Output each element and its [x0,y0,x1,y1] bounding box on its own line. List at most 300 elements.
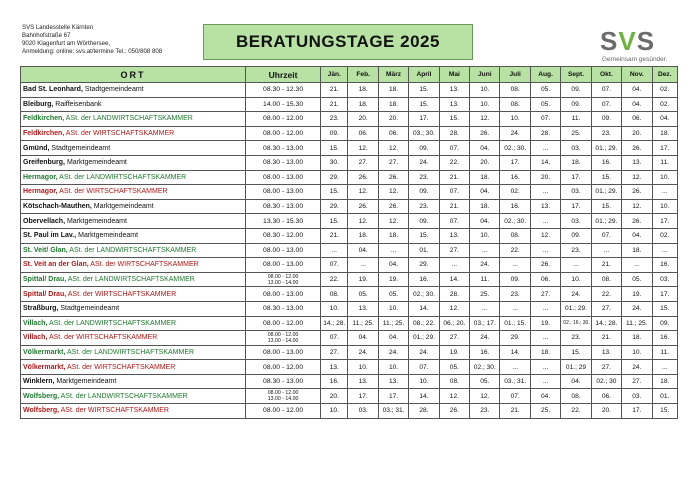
date-cell: 17. [348,389,378,404]
date-cell: 26. [622,214,652,229]
date-cell: 01.; 29. [561,301,591,316]
time-cell: 08.30 - 12.00 [246,228,321,243]
table-row [21,404,678,419]
date-cell: ... [530,214,560,229]
date-cell: 04. [470,214,500,229]
date-cell: 10. [500,112,530,127]
date-cell: 04. [622,97,652,112]
date-cell: 07. [321,331,348,346]
date-cell: 21. [591,258,621,273]
table-row [21,258,678,273]
location-name: Völkermarkt, [23,348,66,356]
date-cell: 26. [470,126,500,141]
date-cell: 26. [348,199,378,214]
date-cell: 02. [652,97,677,112]
date-cell: 20. [378,112,408,127]
date-cell: 06. [378,126,408,141]
date-cell: 25. [470,287,500,302]
date-cell: 27. [378,155,408,170]
date-cell: 01.; 15. [500,316,530,331]
date-cell: 18. [378,97,408,112]
location-detail: ASt. der LANDWIRTSCHAFTSKAMMER [57,173,187,181]
date-cell: 15. [561,345,591,360]
column-header-month: Juni [470,67,500,83]
location-detail: Raiffeisenbank [53,100,102,108]
date-cell: ... [652,360,677,375]
date-cell: 24. [622,360,652,375]
date-cell: 08. [439,374,469,389]
date-cell: 15. [321,141,348,156]
date-cell: 18. [470,199,500,214]
column-header-month: März [378,67,408,83]
location-detail: ASt. der LANDWIRTSCHAFTSKAMMER [59,392,188,400]
date-cell: 14. [500,345,530,360]
date-cell: 03.; 31. [378,404,408,419]
table-row [21,374,678,389]
location-cell [21,360,246,375]
location-cell [21,97,246,112]
location-detail: ASt. der LANDWIRTSCHAFTSKAMMER [47,319,177,327]
date-cell: 10. [652,199,677,214]
date-cell: 07. [439,185,469,200]
date-cell: 09. [409,214,439,229]
date-cell: 13. [348,374,378,389]
location-detail: ASt. der WIRTSCHAFTSKAMMER [65,363,176,371]
date-cell: 30. [321,155,348,170]
date-cell: 02.; 16.; 30. [561,316,591,331]
location-name: Wolfsberg, [23,407,60,415]
date-cell: 10. [470,83,500,98]
table-row [21,185,678,200]
location-detail: ASt. der LANDWIRTSCHAFTSKAMMER [64,115,193,123]
date-cell: 10. [321,404,348,419]
date-cell: 07. [500,389,530,404]
date-cell: 18. [348,97,378,112]
column-header-month: Okt. [591,67,621,83]
time-cell: 08.00 - 13.00 [246,258,321,273]
date-cell: 10. [348,360,378,375]
date-cell: 22. [439,155,469,170]
table-row [21,272,678,287]
date-cell: 06.; 20. [439,316,469,331]
date-cell: 12. [530,228,560,243]
date-cell: ... [439,258,469,273]
date-cell: 05. [378,287,408,302]
location-detail: ASt. der LANDWIRTSCHAFTSKAMMER [66,276,195,284]
date-cell: 03. [561,214,591,229]
date-cell: ... [561,258,591,273]
date-cell: 17. [622,404,652,419]
date-cell: 12. [439,301,469,316]
date-cell: 21. [321,83,348,98]
date-cell: 24. [378,345,408,360]
table-row [21,83,678,98]
date-cell: 08. [591,272,621,287]
date-cell: 06. [591,389,621,404]
location-name: Bleiburg, [23,100,54,108]
date-cell: 13. [439,97,469,112]
location-name: Obervellach, [23,217,66,225]
date-cell: 28. [439,126,469,141]
date-cell: 18. [530,345,560,360]
location-name: Kötschach-Mauthen, [23,203,92,211]
date-cell: 22. [561,404,591,419]
column-header-month: Mai [439,67,469,83]
location-name: Villach, [23,319,48,327]
location-name: Völkermarkt, [23,363,66,371]
date-cell: 20. [470,155,500,170]
date-cell: 04. [561,374,591,389]
date-cell: 15. [409,97,439,112]
date-cell: 03. [622,389,652,404]
table-row [21,112,678,127]
date-cell: 26. [530,258,560,273]
date-cell: 02.; 30 [591,374,621,389]
date-cell: 04. [348,243,378,258]
date-cell: 13. [439,228,469,243]
date-cell: 05. [530,97,560,112]
table-row [21,331,678,346]
time-cell: 08.30 - 13.00 [246,374,321,389]
address-line: Anmeldung: online: svs.at/termine Tel.: 050/808 808 [22,48,163,55]
location-cell [21,126,246,141]
date-cell: 03. [652,272,677,287]
address-line: 9020 Klagenfurt am Wörthersee, [22,40,111,47]
date-cell: 23. [500,287,530,302]
time-cell: 08.30 - 13.00 [246,155,321,170]
location-detail: ASt. der WIRTSCHAFTSKAMMER [47,334,158,342]
time-cell: 08.00 - 13.00 [246,185,321,200]
date-cell: 23. [321,112,348,127]
date-cell: 27. [439,331,469,346]
date-cell: 13. [591,345,621,360]
date-cell: 17. [652,287,677,302]
date-cell: ... [530,374,560,389]
date-cell: 12. [348,141,378,156]
date-cell: 07. [439,214,469,229]
date-cell: 24. [409,155,439,170]
date-cell: 24. [470,331,500,346]
location-cell [21,170,246,185]
date-cell: 12. [439,389,469,404]
date-cell: 04. [652,112,677,127]
location-detail: ASt. der LANDWIRTSCHAFTSKAMMER [65,348,195,356]
location-detail: Marktgemeindeamt [65,217,127,225]
date-cell: 03. [348,404,378,419]
date-cell: 08. [500,83,530,98]
date-cell: 12. [470,112,500,127]
date-cell: 13. [321,360,348,375]
date-cell: 19. [622,287,652,302]
date-cell: 03. [561,141,591,156]
date-cell: 24. [348,345,378,360]
date-cell: 08. [561,389,591,404]
date-cell: ... [530,360,560,375]
address-block [22,24,162,56]
column-header-ort: ORT [21,67,246,83]
location-cell [21,83,246,98]
date-cell: 08. [500,228,530,243]
date-cell: 07. [409,360,439,375]
date-cell: 01.; 29 [561,360,591,375]
location-name: Wolfsberg, [23,392,60,400]
location-cell [21,258,246,273]
date-cell: 17. [561,199,591,214]
date-cell: 12. [378,185,408,200]
date-cell: 23. [470,404,500,419]
date-cell: 12. [622,170,652,185]
date-cell: 18. [348,228,378,243]
time-cell: 13.30 - 15.30 [246,214,321,229]
time-cell: 08.30 - 12.30 [246,83,321,98]
date-cell: 29. [321,170,348,185]
location-detail: ASt. der WIRTSCHAFTSKAMMER [88,261,199,269]
date-cell: 12. [378,214,408,229]
title-banner [203,24,473,60]
location-cell [21,404,246,419]
date-cell: 02. [652,228,677,243]
location-name: St. Veit an der Glan, [23,261,89,269]
date-cell: 10. [409,374,439,389]
date-cell: 06. [530,272,560,287]
date-cell: 23. [591,126,621,141]
location-detail: ASt. der WIRTSCHAFTSKAMMER [64,130,175,138]
time-cell: 08.00 - 13.00 [246,345,321,360]
location-name: Hermagor, [23,188,58,196]
date-cell: 26. [378,199,408,214]
table-row [21,126,678,141]
date-cell: 02. [500,185,530,200]
location-detail: Marktgemeindeamt [76,232,139,240]
date-cell: 21. [321,97,348,112]
date-cell: 06. [348,126,378,141]
location-detail: Marktgemeindeamt [91,203,154,211]
date-cell: 01.; 29. [591,185,621,200]
date-cell: 11. [470,272,500,287]
time-cell: 08.00 - 12.00 13.00 - 14.00 [246,389,321,404]
date-cell: 21. [591,331,621,346]
location-name: Greifenburg, [23,159,66,167]
date-cell: 19. [378,272,408,287]
date-cell: ... [530,243,560,258]
date-cell: ... [500,301,530,316]
table-row [21,141,678,156]
date-cell: 20. [530,170,560,185]
date-cell: 11. [561,112,591,127]
date-cell: 17. [561,170,591,185]
date-cell: ... [530,331,560,346]
table-row [21,360,678,375]
column-header-month: Jän. [321,67,348,83]
location-detail: Stadtgemeindeamt [49,144,111,152]
date-cell: 08. [500,97,530,112]
date-cell: 16. [652,331,677,346]
date-cell: 14. [530,155,560,170]
date-cell: 23. [561,331,591,346]
date-cell: 16. [409,272,439,287]
date-cell: 26. [439,404,469,419]
schedule-table [20,66,678,419]
time-cell: 08.00 - 12.00 [246,112,321,127]
date-cell: 17. [652,214,677,229]
date-cell: 29. [321,199,348,214]
date-cell: 09. [409,141,439,156]
date-cell: 08.; 22. [409,316,439,331]
date-cell: 07. [591,97,621,112]
date-cell: 24. [561,287,591,302]
date-cell: 09. [321,126,348,141]
table-row [21,155,678,170]
time-cell: 08.30 - 13.00 [246,141,321,156]
date-cell: 11.; 25. [378,316,408,331]
date-cell: 07. [530,112,560,127]
date-cell: 04. [622,83,652,98]
table-row [21,170,678,185]
date-cell: 04. [348,331,378,346]
location-detail: ASt. der WIRTSCHAFTSKAMMER [57,188,168,196]
location-cell [21,228,246,243]
date-cell: ... [378,243,408,258]
date-cell: 04. [470,185,500,200]
date-cell: 01.; 29. [409,331,439,346]
date-cell: ... [530,141,560,156]
date-cell: 18. [348,83,378,98]
date-cell: ... [652,243,677,258]
date-cell: ... [470,243,500,258]
date-cell: 09. [561,83,591,98]
date-cell: 15. [321,214,348,229]
date-cell: 19. [530,316,560,331]
date-cell: 11.; 25. [348,316,378,331]
date-cell: 04. [378,331,408,346]
date-cell: 04. [378,258,408,273]
date-cell: 23. [409,170,439,185]
location-detail: Marktgemeindeamt [65,159,127,167]
date-cell: ... [530,185,560,200]
date-cell: 24. [500,126,530,141]
location-name: Feldkirchen, [23,115,65,123]
date-cell: 26. [378,170,408,185]
date-cell: 27. [321,345,348,360]
date-cell: 15. [409,83,439,98]
column-header-month: Aug. [530,67,560,83]
svs-logo [600,28,680,70]
date-cell: 09. [591,112,621,127]
date-cell: 07. [321,258,348,273]
date-cell: 15. [652,301,677,316]
address-line: SVS Landesstelle Kärnten [22,24,94,31]
date-cell: 16. [591,155,621,170]
column-header-uhrzeit: Uhrzeit [246,67,321,83]
date-cell: ... [348,258,378,273]
date-cell: 06. [622,112,652,127]
column-header-month: Dez. [652,67,677,83]
date-cell: 10. [561,272,591,287]
location-name: Winklern, [23,378,55,386]
date-cell: 11. [652,155,677,170]
date-cell: 24. [470,258,500,273]
date-cell: 16. [500,199,530,214]
date-cell: 07. [591,228,621,243]
location-cell [21,374,246,389]
date-cell: ... [321,243,348,258]
date-cell: 02.; 30. [500,141,530,156]
date-cell: 18. [378,228,408,243]
location-name: Bad St. Leonhard, [23,86,83,94]
date-cell: 17. [378,389,408,404]
date-cell: 16. [500,170,530,185]
column-header-month: April [409,67,439,83]
date-cell: 12. [378,141,408,156]
time-cell: 08.00 - 12.00 [246,126,321,141]
date-cell: 01. [409,243,439,258]
date-cell: ... [652,185,677,200]
location-name: Gmünd, [23,144,50,152]
time-cell: 08.30 - 13.00 [246,301,321,316]
date-cell: 13. [622,155,652,170]
date-cell: 11. [652,345,677,360]
location-detail: Stadtgemeindeamt [82,86,144,94]
location-cell [21,287,246,302]
date-cell: 27. [439,243,469,258]
location-cell [21,199,246,214]
location-cell [21,155,246,170]
date-cell: 03.; 31. [500,374,530,389]
date-cell: 18. [652,126,677,141]
date-cell: 23. [409,199,439,214]
date-cell: 14. [439,272,469,287]
date-cell: ... [591,243,621,258]
time-cell: 14.00 - 15.30 [246,97,321,112]
date-cell: 22. [500,243,530,258]
date-cell: 07. [591,83,621,98]
date-cell: 21. [439,170,469,185]
location-detail: Marktgemeindeamt [54,378,117,386]
date-cell: 28. [439,287,469,302]
time-cell: 08.00 - 13.00 [246,243,321,258]
date-cell: 03.; 17. [470,316,500,331]
date-cell: 16. [470,345,500,360]
column-header-month: Feb. [348,67,378,83]
location-cell [21,185,246,200]
column-header-month: Juli [500,67,530,83]
date-cell: 21. [500,404,530,419]
date-cell: 13. [530,199,560,214]
time-cell: 08.00 - 12.00 [246,316,321,331]
location-name: Spittal/ Drau, [23,276,67,284]
date-cell: 02. [652,83,677,98]
address-line: Bahnhofstraße 67 [22,32,71,39]
column-header-month: Sept. [561,67,591,83]
date-cell: 05. [348,287,378,302]
date-cell: 09. [409,185,439,200]
date-cell: 14.; 28. [591,316,621,331]
date-cell: 05. [622,272,652,287]
date-cell: 10. [652,170,677,185]
date-cell: 09. [561,228,591,243]
date-cell: 10. [470,97,500,112]
date-cell: 02.; 30. [500,214,530,229]
date-cell: 18. [470,170,500,185]
date-cell: ... [500,258,530,273]
date-cell: 05. [530,83,560,98]
date-cell: 05. [470,374,500,389]
date-cell: 09. [652,316,677,331]
date-cell: 25. [561,126,591,141]
location-name: Straßburg, [23,305,59,313]
date-cell: 26. [622,141,652,156]
location-cell [21,112,246,127]
